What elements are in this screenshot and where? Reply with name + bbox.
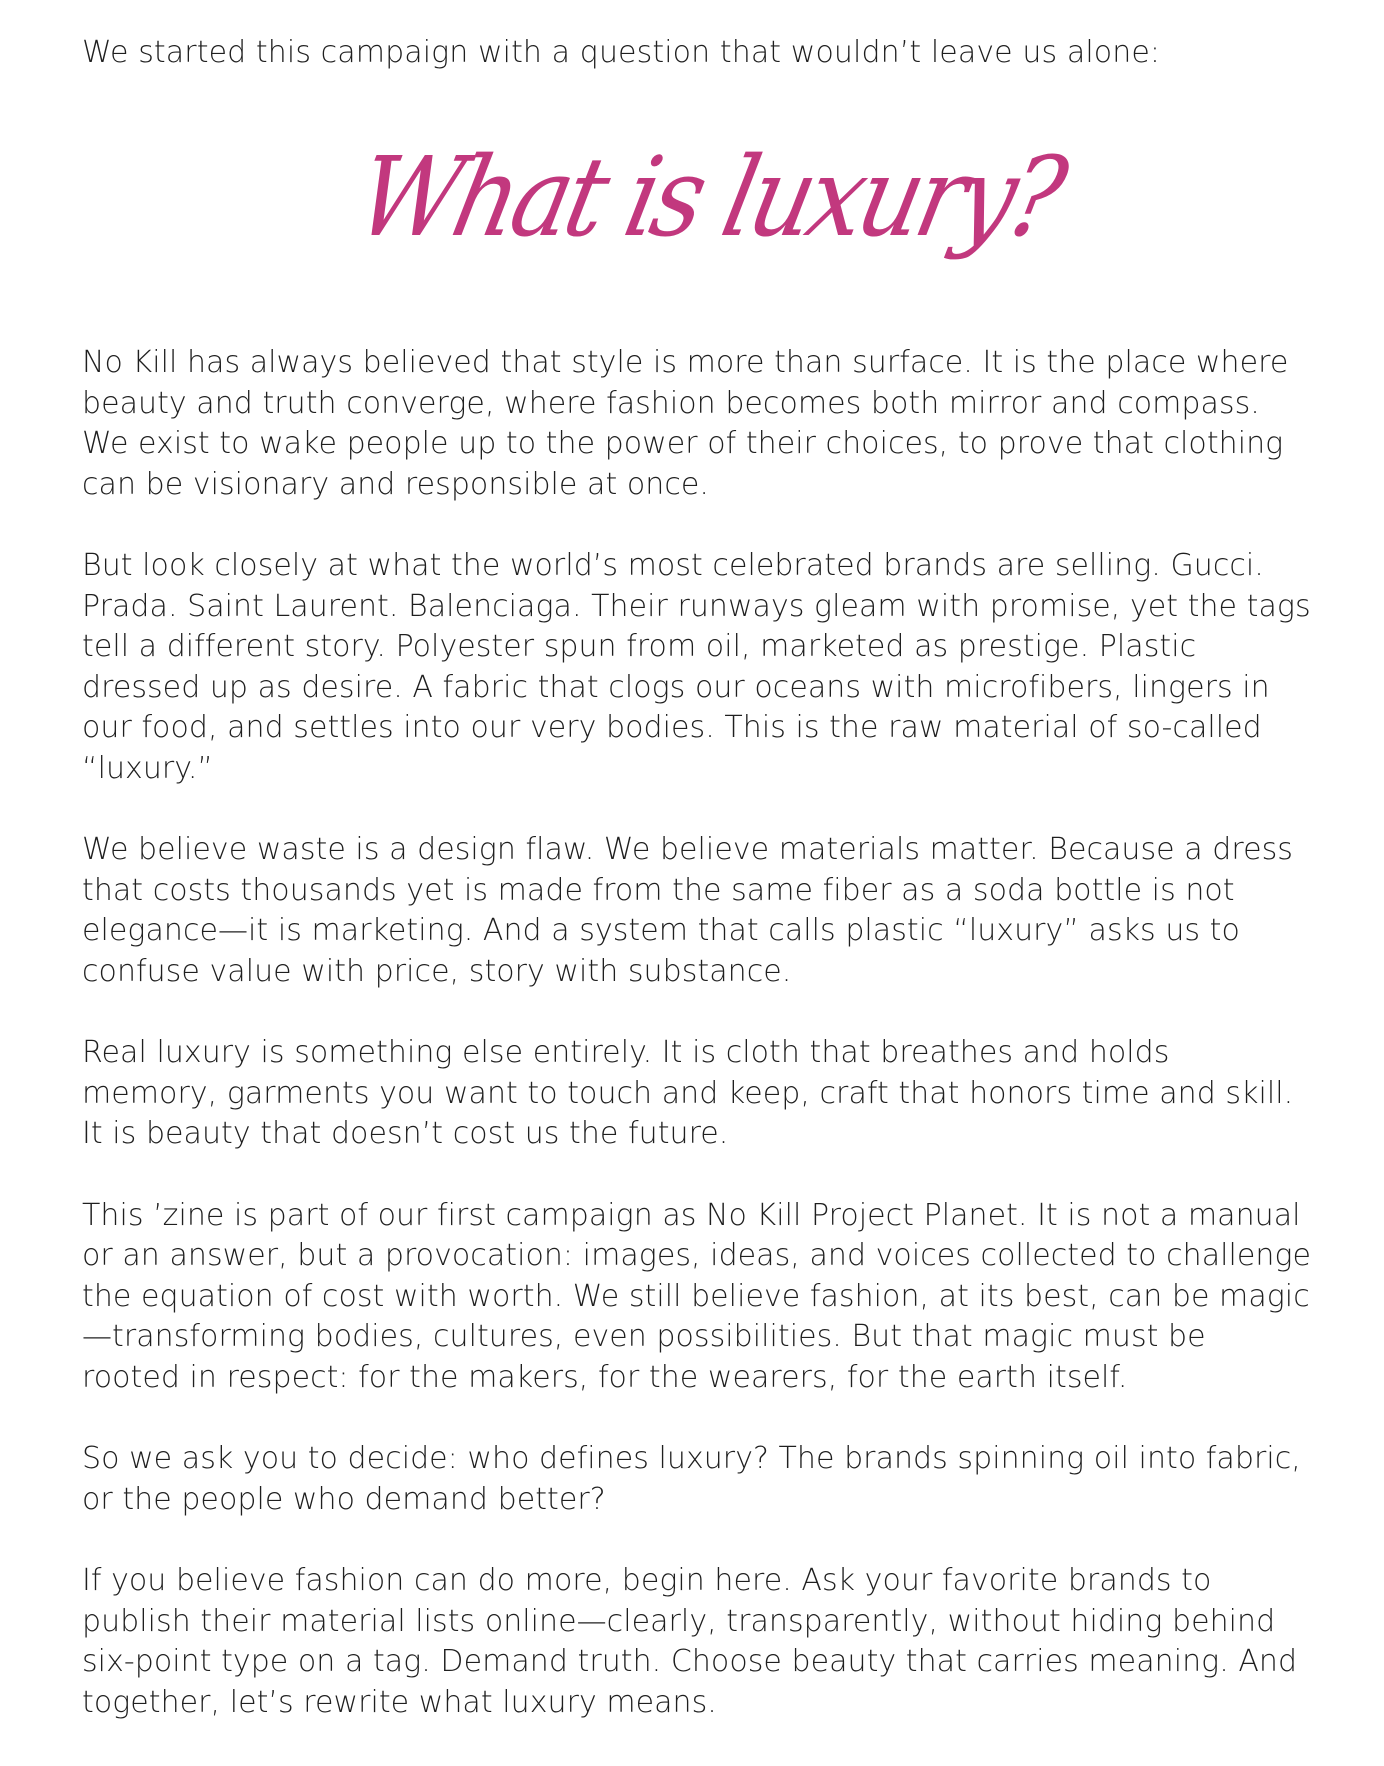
paragraph-zine: This ’zine is part of our first campaign as No Kill Project Planet. It is not a manual or an answer, but a provocation: images, ideas, and voices collected to challenge the equation of cost with worth. We still believe fashion, at its best, can be magic—transforming bodies, cultures, even possibilities. But that magic must be rooted in respect: for the makers, for the wearers, for the earth itself. bbox=[82, 1197, 1312, 1395]
paragraph-real-luxury: Real luxury is something else entirely. It is cloth that breathes and holds memory, garments you want to touch and keep, craft that honors time and skill. It is beauty that doesn’t cost us the future. bbox=[82, 1035, 1294, 1151]
paragraph-decide: So we ask you to decide: who defines luxury? The brands spinning oil into fabric, or the people who demand better? bbox=[82, 1441, 1301, 1517]
zine-page bbox=[82, 30, 1312, 1723]
intro-line: We started this campaign with a question that wouldn’t leave us alone: bbox=[82, 35, 1161, 70]
paragraph-brands: But look closely at what the world’s most celebrated brands are selling. Gucci. Prada. Saint Laurent. Balenciaga. Their runways gleam with promise, yet the tags tell a different story. Polyester spun from oil, marketed as prestige. Plastic dressed up as desire. A fabric that clogs our oceans with microfibers, lingers in our food, and settles into our very bodies. This is the raw material of so-called “luxury.” bbox=[82, 548, 1311, 786]
paragraph-waste: We believe waste is a design flaw. We believe materials matter. Because a dress that costs thousands yet is made from the same fiber as a soda bottle is not elegance—it is marketing. And a system that calls plastic “luxury” asks us to confuse value with price, story with substance. bbox=[82, 832, 1293, 989]
script-title-block bbox=[82, 134, 1312, 273]
paragraph-call-to-action: If you believe fashion can do more, begin here. Ask your favorite brands to publish their material lists online—clearly, transparently, without hiding behind six-point type on a tag. Demand truth. Choose beauty that carries meaning. And together, let’s rewrite what luxury means. bbox=[82, 1563, 1298, 1720]
script-title: What is luxury? bbox=[346, 134, 1072, 262]
paragraph-mission: No Kill has always believed that style is more than surface. It is the place where beauty and truth converge, where fashion becomes both mirror and compass. We exist to wake people up to the power of their choices, to prove that clothing can be visionary and responsible at once. bbox=[82, 345, 1289, 502]
